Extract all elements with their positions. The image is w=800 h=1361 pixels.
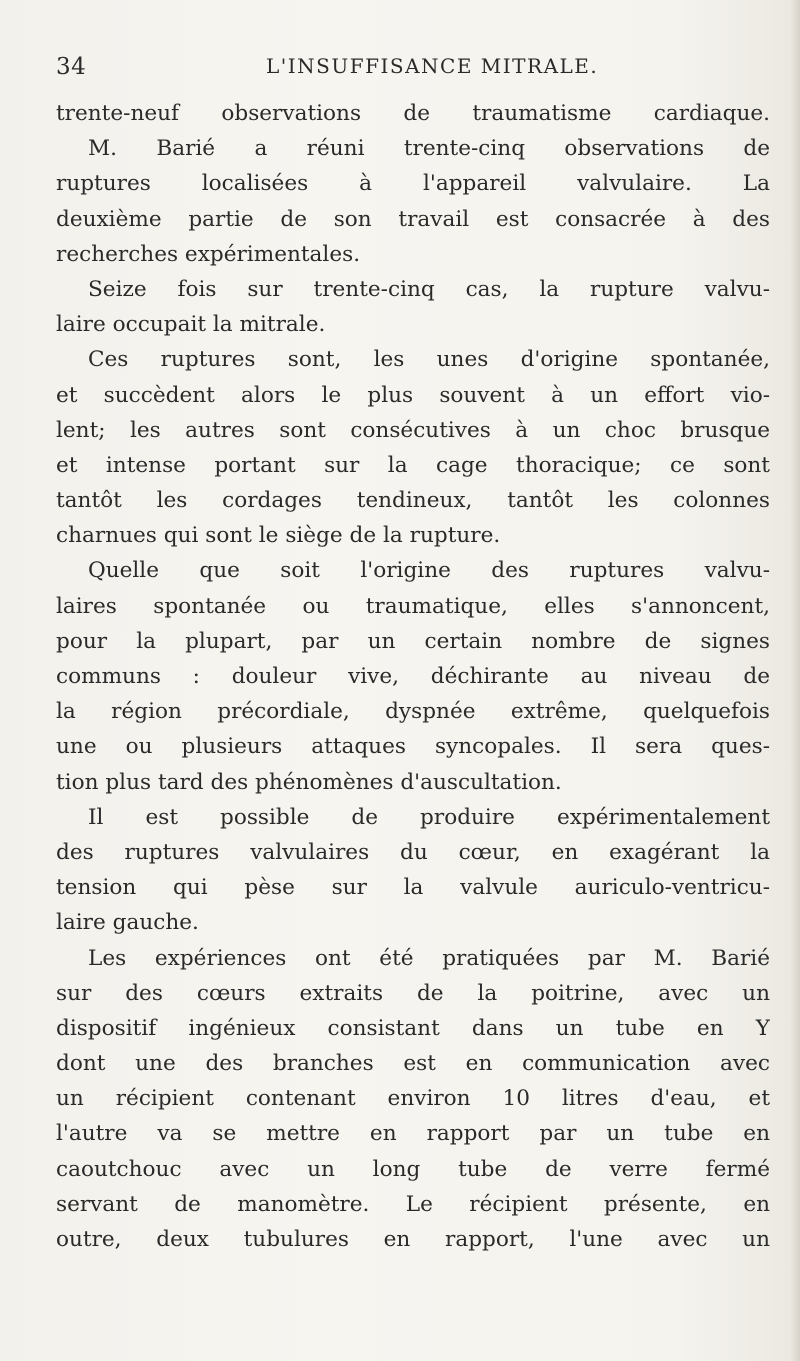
text-line: pour la plupart, par un certain nombre de signes	[56, 628, 770, 654]
text-line: des ruptures valvulaires du cœur, en exagérant la	[56, 839, 770, 865]
page-edge-shadow	[790, 0, 800, 1361]
text-line: Quelle que soit l'origine des ruptures valvu-	[88, 558, 770, 584]
text-line: et succèdent alors le plus souvent à un effort vio-	[56, 382, 770, 408]
text-line: laires spontanée ou traumatique, elles s'annoncent,	[56, 593, 770, 619]
text-line: Ces ruptures sont, les unes d'origine spontanée,	[88, 347, 770, 373]
text-line: et intense portant sur la cage thoracique; ce sont	[56, 452, 770, 478]
text-line: recherches expérimentales.	[56, 241, 361, 267]
running-title: L'INSUFFISANCE MITRALE.	[266, 54, 599, 78]
text-line: tion plus tard des phénomènes d'auscultation.	[56, 769, 562, 795]
text-line: la région précordiale, dyspnée extrême, quelquefois	[56, 699, 770, 725]
text-line: dont une des branches est en communication avec	[56, 1051, 770, 1077]
text-line: communs : douleur vive, déchirante au niveau de	[56, 664, 770, 689]
text-line: un récipient contenant environ 10 litres d'eau, et	[56, 1086, 770, 1112]
text-line: l'autre va se mettre en rapport par un tube en	[56, 1121, 770, 1147]
text-line: une ou plusieurs attaques syncopales. Il sera ques-	[56, 734, 770, 760]
text-line: Seize fois sur trente-cinq cas, la rupture valvu-	[88, 276, 770, 302]
text-line: outre, deux tubulures en rapport, l'une avec un	[56, 1227, 770, 1252]
text-line: sur des cœurs extraits de la poitrine, avec un	[56, 980, 770, 1006]
running-head	[56, 54, 756, 84]
text-line: tantôt les cordages tendineux, tantôt les colonnes	[56, 488, 770, 514]
text-line: trente-neuf observations de traumatisme cardiaque.	[56, 101, 770, 126]
text-line: servant de manomètre. Le récipient présente, en	[56, 1191, 770, 1217]
page-number: 34	[56, 54, 87, 80]
text-line: laire gauche.	[56, 910, 199, 936]
text-line: tension qui pèse sur la valvule auriculo-ventricu-	[56, 875, 770, 901]
text-line: deuxième partie de son travail est consacrée à des	[56, 206, 770, 232]
text-line: charnues qui sont le siège de la rupture.	[56, 523, 501, 549]
text-line: dispositif ingénieux consistant dans un tube en Y	[56, 1015, 770, 1041]
text-line: lent; les autres sont consécutives à un choc brusque	[56, 417, 770, 443]
text-line: Les expériences ont été pratiquées par M. Barié	[88, 945, 770, 971]
text-line: caoutchouc avec un long tube de verre fermé	[56, 1156, 770, 1182]
body-text	[56, 96, 770, 1257]
text-line: laire occupait la mitrale.	[56, 312, 326, 338]
text-line: M. Barié a réuni trente-cinq observations de	[88, 136, 770, 162]
text-line: ruptures localisées à l'appareil valvulaire. La	[56, 171, 770, 197]
text-line: Il est possible de produire expérimentalement	[88, 804, 770, 830]
